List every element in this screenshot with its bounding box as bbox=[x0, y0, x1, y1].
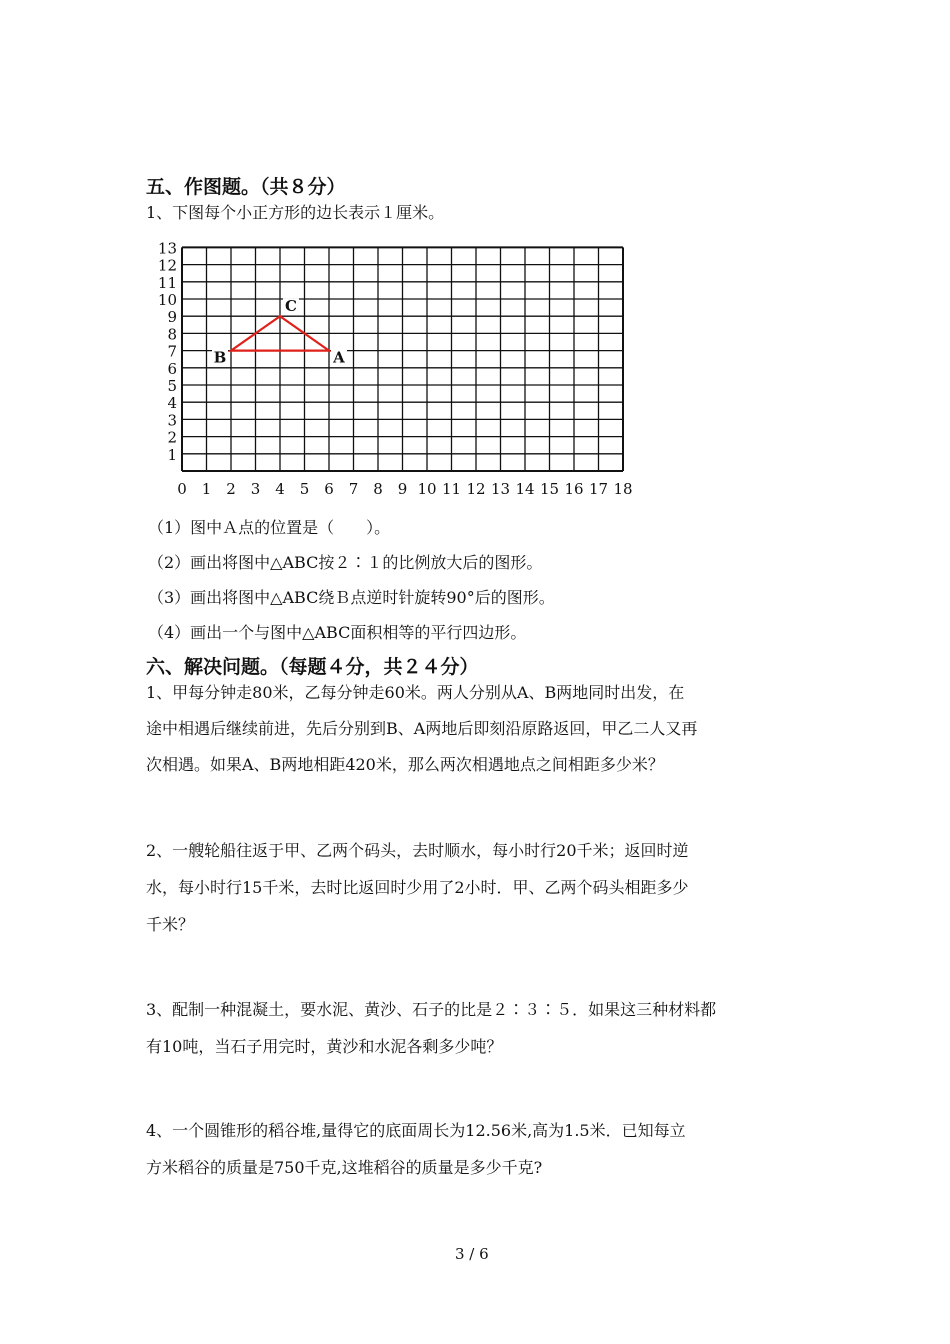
y-tick-label: 4 bbox=[167, 394, 177, 413]
x-tick-label: 0 bbox=[177, 480, 187, 498]
page-number: 3 / 6 bbox=[455, 1245, 489, 1263]
sub-question-2: （2）画出将图中△ABC按２∶１的比例放大后的图形。 bbox=[148, 553, 543, 572]
problem-3-line-1: 3、配制一种混凝土，要水泥、黄沙、石子的比是２∶３∶５．如果这三种材料都 bbox=[146, 1000, 717, 1019]
y-tick-label: 13 bbox=[157, 239, 177, 258]
x-tick-label: 7 bbox=[348, 480, 359, 498]
x-tick-label: 16 bbox=[564, 480, 584, 498]
problem-4-line-2: 方米稻谷的质量是750千克,这堆稻谷的质量是多少千克? bbox=[146, 1158, 543, 1177]
problem-3-line-2: 有10吨，当石子用完时，黄沙和水泥各剩多少吨？ bbox=[146, 1037, 503, 1056]
grid-svg bbox=[148, 228, 648, 500]
section5-heading: 五、作图题。（共８分） bbox=[146, 176, 346, 198]
sub-question-1: （1）图中Ａ点的位置是（ ）。 bbox=[148, 518, 391, 537]
y-tick-label: 7 bbox=[167, 342, 177, 361]
x-tick-label: 8 bbox=[373, 480, 383, 498]
sub-question-4: （4）画出一个与图中△ABC面积相等的平行四边形。 bbox=[148, 623, 527, 642]
x-tick-label: 4 bbox=[275, 480, 285, 498]
problem-1-line-3: 次相遇。如果A、B两地相距420米，那么两次相遇地点之间相距多少米？ bbox=[146, 755, 664, 774]
y-tick-label: 10 bbox=[157, 291, 177, 309]
coordinate-grid bbox=[148, 228, 648, 500]
x-tick-label: 14 bbox=[515, 480, 535, 498]
x-tick-label: 13 bbox=[490, 480, 511, 498]
problem-1-line-2: 途中相遇后继续前进，先后分别到B、A两地后即刻沿原路返回，甲乙二人又再 bbox=[146, 719, 698, 738]
x-tick-label: 1 bbox=[201, 480, 212, 498]
point-label-b: B bbox=[213, 348, 227, 367]
y-tick-label: 3 bbox=[167, 411, 177, 430]
y-tick-label: 12 bbox=[157, 256, 177, 275]
x-tick-label: 9 bbox=[397, 480, 408, 498]
point-label-a: A bbox=[333, 348, 345, 367]
x-tick-label: 12 bbox=[466, 480, 486, 498]
x-tick-label: 15 bbox=[539, 480, 560, 498]
x-tick-label: 11 bbox=[441, 480, 462, 498]
x-tick-label: 6 bbox=[324, 480, 334, 498]
sub-question-3: （3）画出将图中△ABC绕Ｂ点逆时针旋转90°后的图形。 bbox=[148, 588, 555, 607]
problem-2-line-2: 水，每小时行15千米，去时比返回时少用了2小时．甲、乙两个码头相距多少 bbox=[146, 878, 689, 897]
problem-1-line-1: 1、甲每分钟走80米，乙每分钟走60米。两人分别从A、B两地同时出发，在 bbox=[146, 683, 685, 702]
y-tick-label: 8 bbox=[167, 325, 177, 344]
x-tick-label: 10 bbox=[417, 480, 437, 498]
y-tick-label: 1 bbox=[167, 445, 177, 464]
point-label-c: C bbox=[285, 297, 297, 316]
x-tick-label: 17 bbox=[588, 480, 609, 498]
section6-heading: 六、解决问题。（每题４分，共２４分） bbox=[146, 656, 479, 678]
y-tick-label: 9 bbox=[167, 308, 177, 327]
y-tick-label: 2 bbox=[167, 428, 177, 447]
problem-4-line-1: 4、一个圆锥形的稻谷堆,量得它的底面周长为12.56米,高为1.5米．已知每立 bbox=[146, 1121, 686, 1140]
problem-2-line-1: 2、一艘轮船往返于甲、乙两个码头，去时顺水，每小时行20千米；返回时逆 bbox=[146, 841, 689, 860]
y-tick-label: 11 bbox=[157, 273, 177, 292]
x-tick-label: 3 bbox=[250, 480, 261, 498]
x-tick-label: 18 bbox=[613, 480, 633, 498]
y-tick-label: 6 bbox=[167, 359, 177, 378]
y-tick-label: 5 bbox=[167, 377, 177, 395]
x-tick-label: 2 bbox=[226, 480, 236, 498]
problem-2-line-3: 千米？ bbox=[146, 915, 195, 934]
question-1-intro: 1、下图每个小正方形的边长表示１厘米。 bbox=[146, 203, 445, 222]
x-tick-label: 5 bbox=[299, 480, 310, 498]
